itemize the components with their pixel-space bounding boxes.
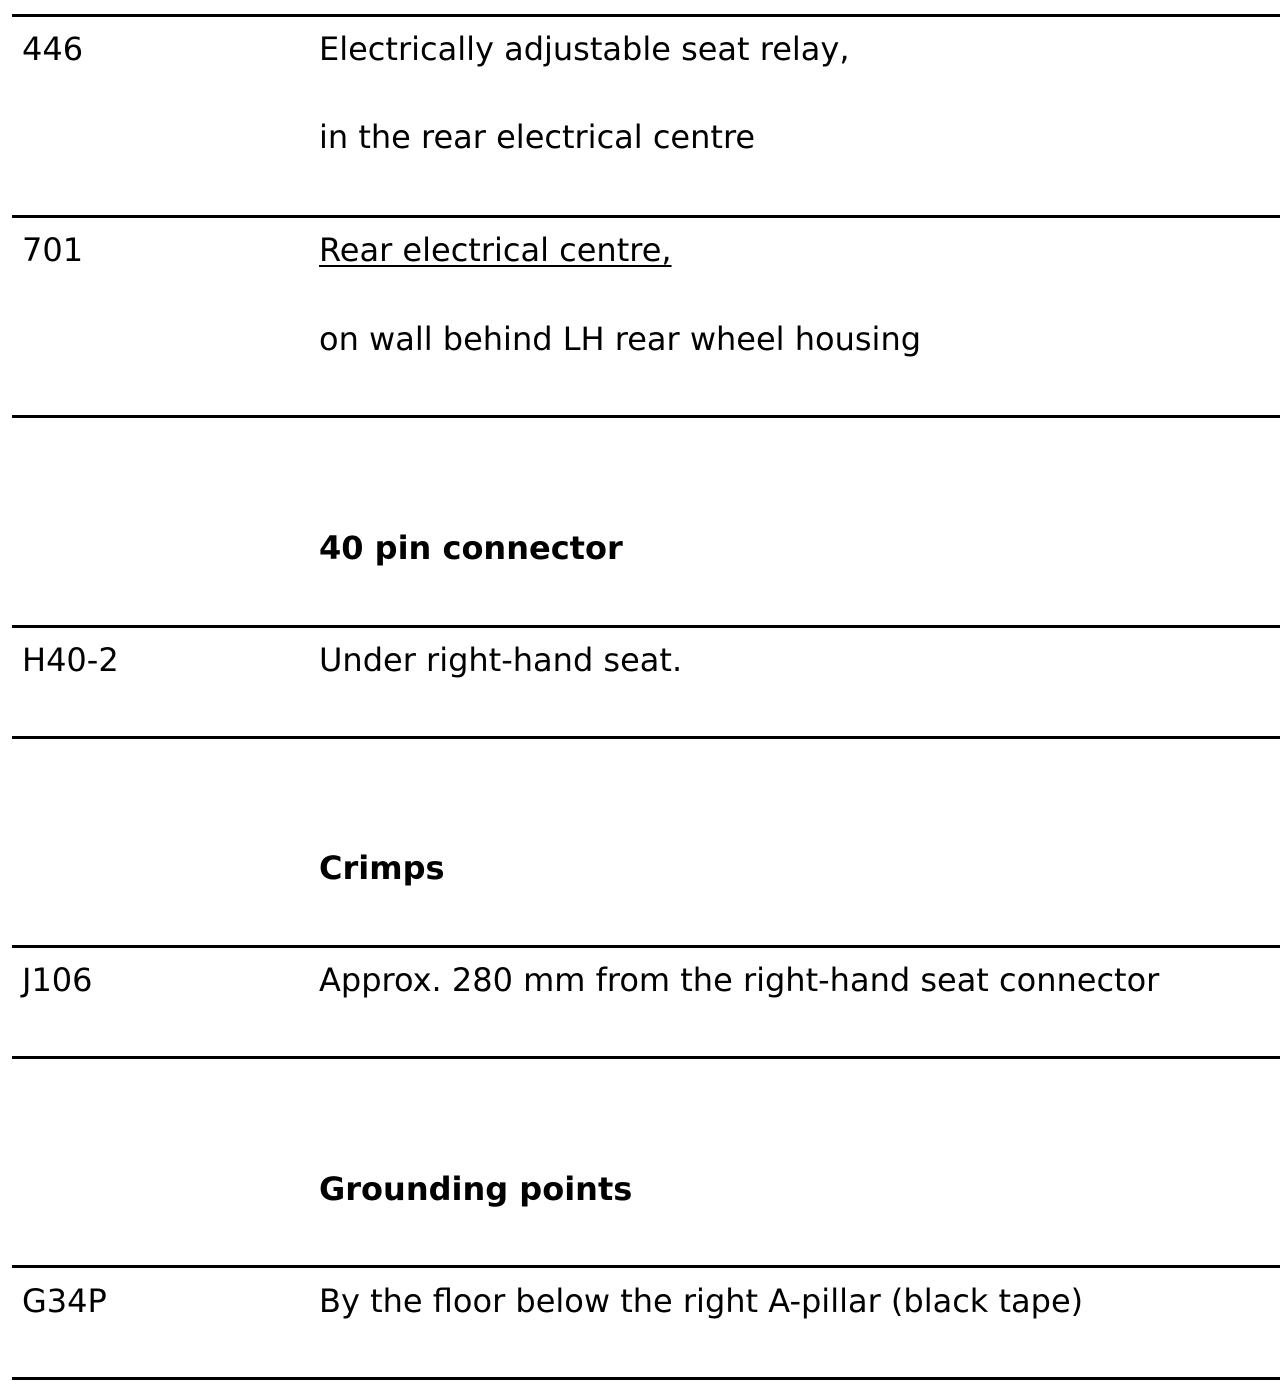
component-description: Under right-hand seat. bbox=[319, 641, 683, 679]
table-rule bbox=[12, 415, 1280, 418]
section-heading: Crimps bbox=[319, 849, 445, 887]
component-location: in the rear electrical centre bbox=[319, 118, 756, 156]
table-rule bbox=[12, 625, 1280, 628]
component-description: Approx. 280 mm from the right-hand seat connector bbox=[319, 961, 1160, 999]
component-id: G34P bbox=[22, 1282, 107, 1320]
component-location: on wall behind LH rear wheel housing bbox=[319, 320, 922, 358]
table-rule bbox=[12, 14, 1280, 17]
component-description: Electrically adjustable seat relay, bbox=[319, 30, 850, 68]
component-id: 701 bbox=[22, 231, 84, 269]
table-rule bbox=[12, 945, 1280, 948]
table-rule bbox=[12, 215, 1280, 218]
table-rule bbox=[12, 1265, 1280, 1268]
table-rule bbox=[12, 1377, 1280, 1380]
component-id: J106 bbox=[22, 961, 93, 999]
component-id: 446 bbox=[22, 30, 84, 68]
table-rule bbox=[12, 736, 1280, 739]
component-description: By the floor below the right A-pillar (black tape) bbox=[319, 1282, 1084, 1320]
table-rule bbox=[12, 1056, 1280, 1059]
component-description-link[interactable]: Rear electrical centre, bbox=[319, 231, 672, 269]
section-heading: 40 pin connector bbox=[319, 529, 623, 567]
component-id: H40-2 bbox=[22, 641, 119, 679]
section-heading: Grounding points bbox=[319, 1170, 633, 1208]
